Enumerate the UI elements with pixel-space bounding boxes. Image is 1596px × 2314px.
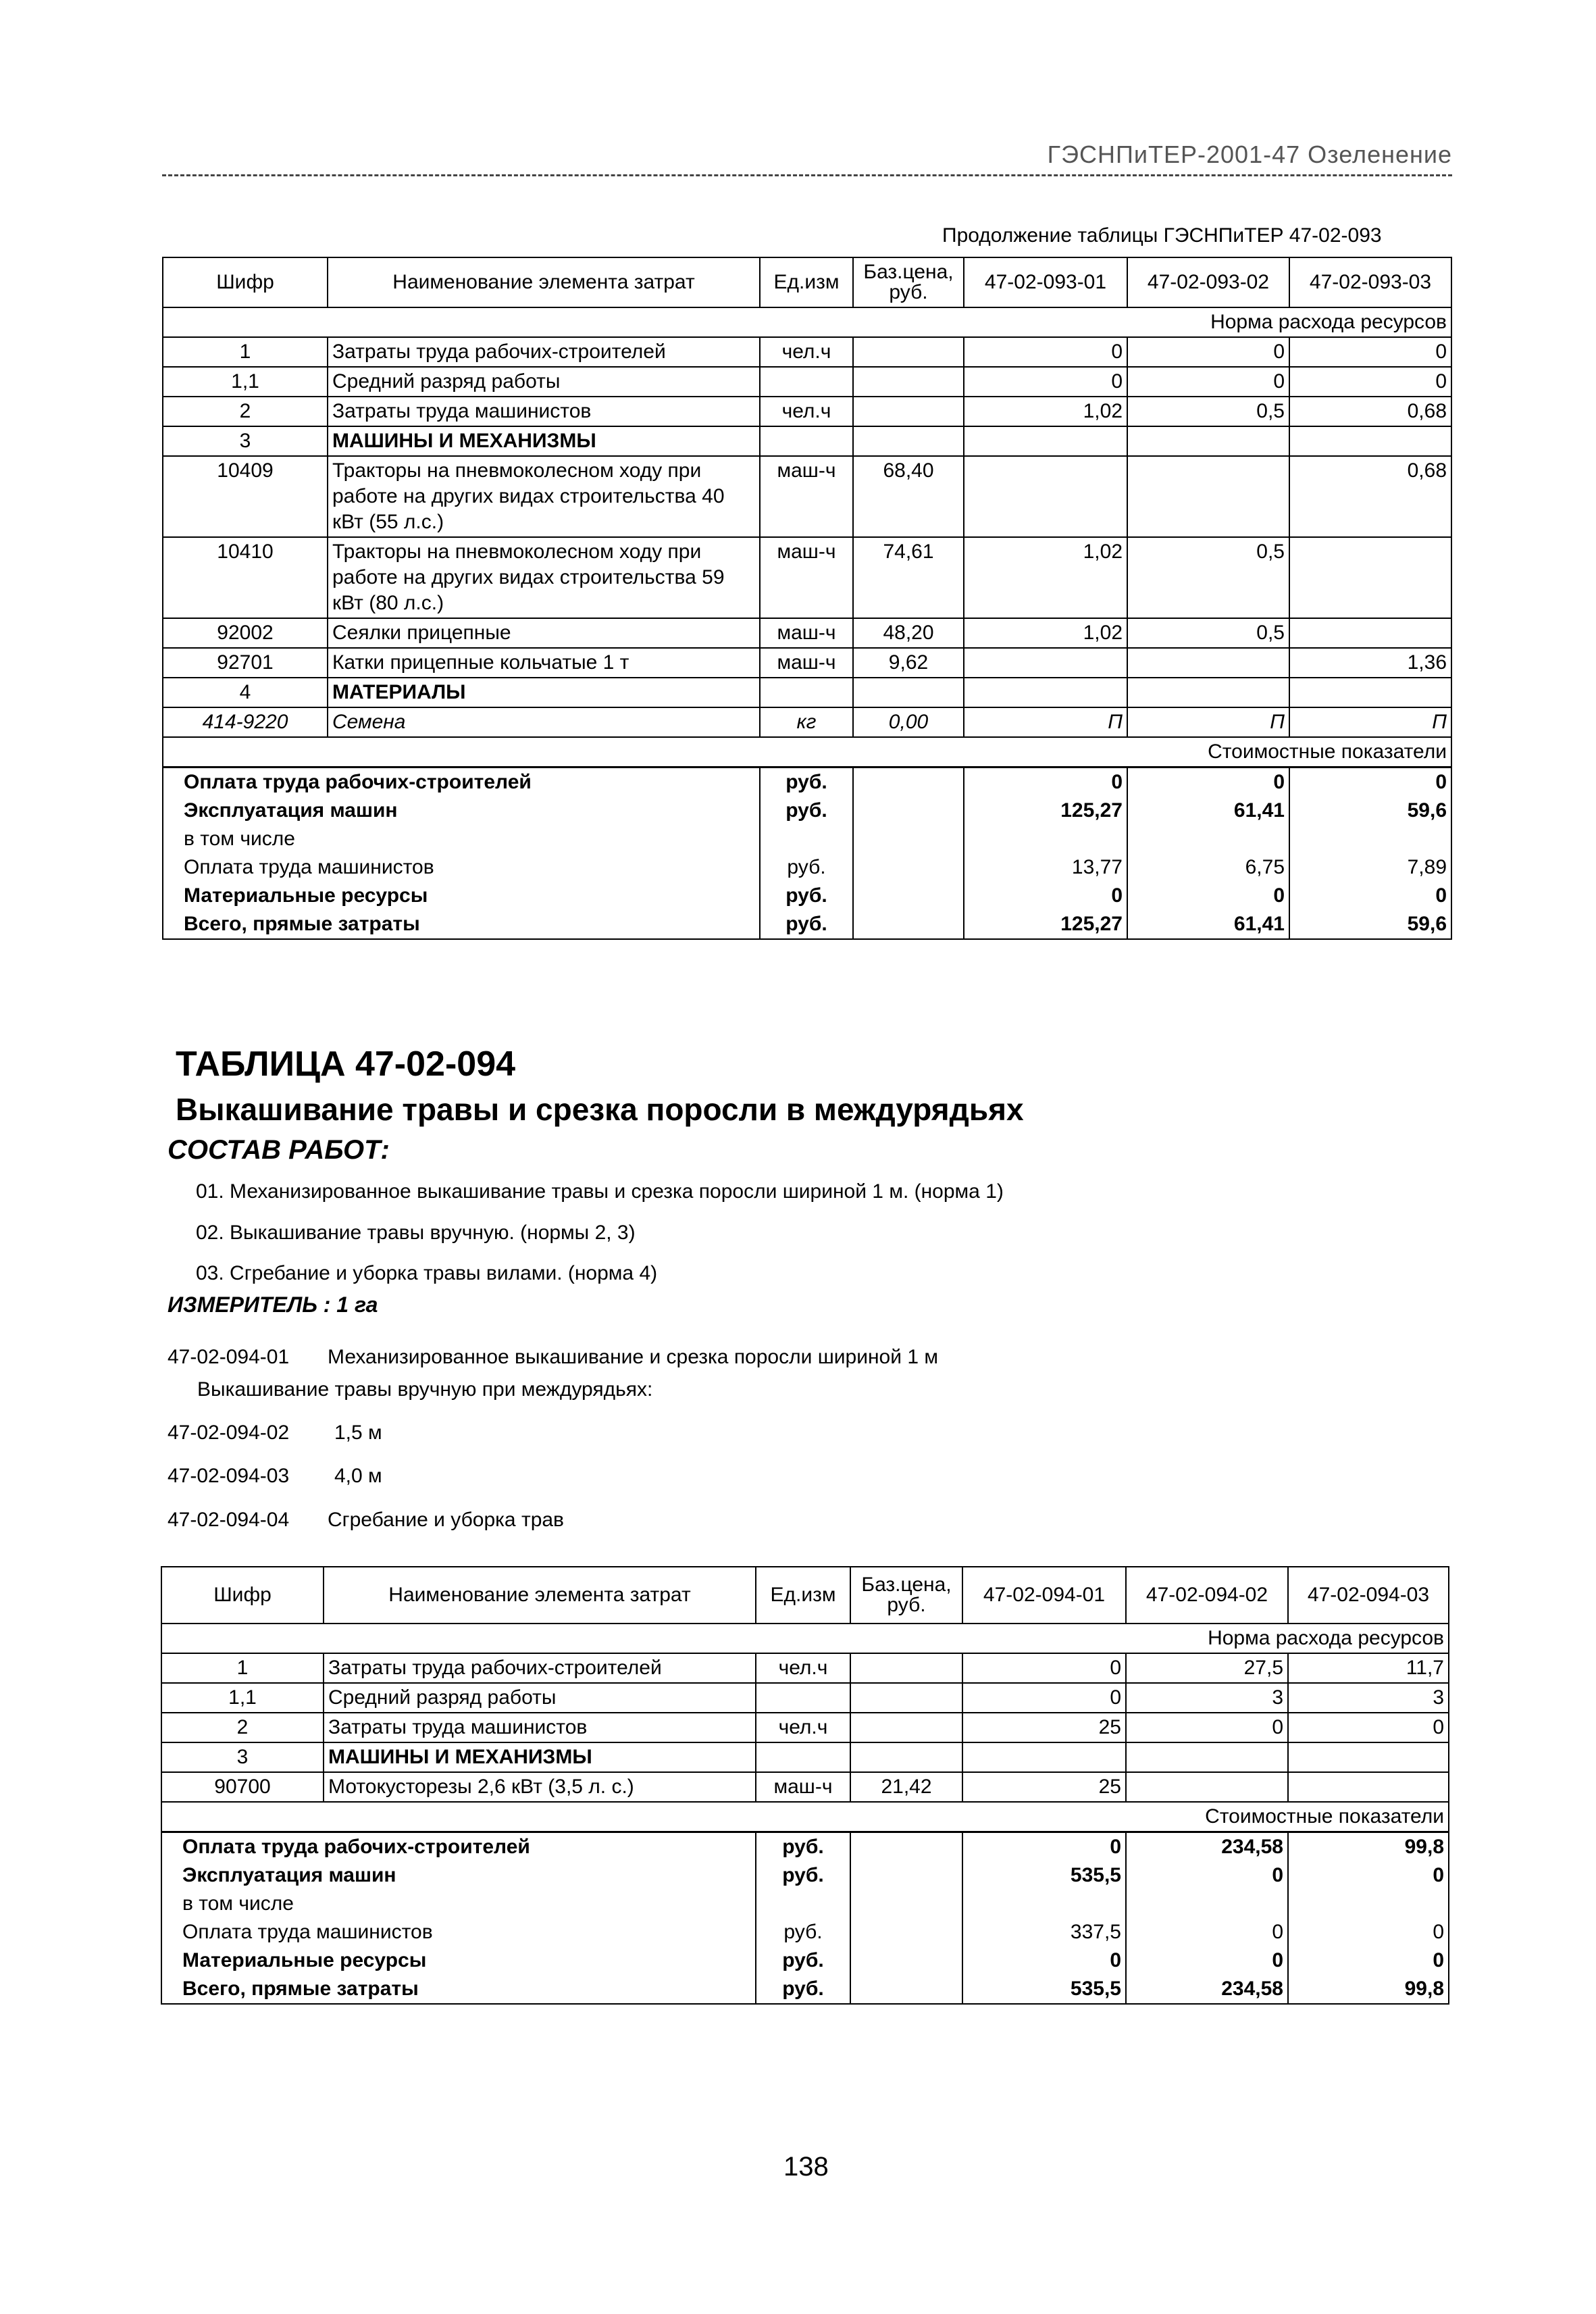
row-code: 10409 xyxy=(163,456,328,537)
cost-value-3: 0 xyxy=(1288,1946,1449,1975)
norm-section-label: Норма расхода ресурсов xyxy=(161,1624,1449,1653)
table-continuation-caption: Продолжение таблицы ГЭСНПиТЕР 47-02-093 xyxy=(942,224,1382,247)
row-name: Семена xyxy=(328,707,760,737)
cost-row xyxy=(161,1890,1449,1918)
cost-label: Всего, прямые затраты xyxy=(161,1975,756,2004)
row-value-2: 0,5 xyxy=(1127,618,1289,648)
row-price xyxy=(850,1742,962,1772)
row-value-2: 3 xyxy=(1126,1683,1288,1713)
row-value-2: П xyxy=(1127,707,1289,737)
norm-code: 47-02-094-01 xyxy=(168,1346,290,1368)
cost-row xyxy=(161,1832,1449,1862)
row-value-3: П xyxy=(1289,707,1451,737)
cost-unit: руб. xyxy=(760,853,853,882)
row-value-2 xyxy=(1127,648,1289,678)
row-value-2 xyxy=(1127,426,1289,456)
row-value-3: 3 xyxy=(1288,1683,1449,1713)
cost-value-3: 0 xyxy=(1289,768,1451,797)
row-value-1 xyxy=(964,456,1127,537)
row-price xyxy=(850,1653,962,1683)
row-value-3: 0 xyxy=(1289,337,1451,367)
row-unit: маш-ч xyxy=(760,648,853,678)
row-value-2: 0 xyxy=(1126,1713,1288,1742)
row-value-1: 25 xyxy=(962,1772,1126,1802)
header-title: ГЭСНПиТЕР-2001-47 Озеленение xyxy=(1047,141,1452,168)
cost-price xyxy=(853,910,964,939)
cost-value-3: 7,89 xyxy=(1289,853,1451,882)
cost-value-2 xyxy=(1127,825,1289,853)
row-value-1 xyxy=(964,648,1127,678)
table-row xyxy=(161,1772,1449,1802)
row-name: Катки прицепные кольчатые 1 т xyxy=(328,648,760,678)
row-unit xyxy=(756,1742,850,1772)
col-header-norm-2: 47-02-093-02 xyxy=(1127,257,1289,307)
col-header-name: Наименование элемента затрат xyxy=(324,1567,756,1624)
cost-price xyxy=(850,1861,962,1890)
cost-label: Оплата труда машинистов xyxy=(163,853,760,882)
cost-value-1 xyxy=(964,825,1127,853)
row-value-2: 0 xyxy=(1127,337,1289,367)
row-value-3 xyxy=(1288,1772,1449,1802)
table-row xyxy=(163,537,1451,618)
table-row xyxy=(163,456,1451,537)
cost-row xyxy=(161,1861,1449,1890)
row-price: 68,40 xyxy=(853,456,964,537)
norm-code: 47-02-094-04 xyxy=(168,1509,290,1531)
cost-label: Эксплуатация машин xyxy=(163,797,760,825)
row-value-3 xyxy=(1289,618,1451,648)
row-name: МАТЕРИАЛЫ xyxy=(328,678,760,707)
cost-label: Оплата труда рабочих-строителей xyxy=(163,768,760,797)
cost-label: в том числе xyxy=(161,1890,756,1918)
row-value-2: 27,5 xyxy=(1126,1653,1288,1683)
cost-unit: руб. xyxy=(756,1832,850,1862)
work-composition-label: СОСТАВ РАБОТ: xyxy=(168,1135,390,1165)
row-value-3 xyxy=(1288,1742,1449,1772)
row-code: 3 xyxy=(161,1742,324,1772)
row-name: Затраты труда машинистов xyxy=(328,397,760,426)
row-unit: чел.ч xyxy=(760,397,853,426)
cost-value-2: 234,58 xyxy=(1126,1832,1288,1862)
cost-value-2: 0 xyxy=(1127,768,1289,797)
norm-section-row xyxy=(163,307,1451,337)
row-value-2: 0 xyxy=(1127,367,1289,397)
row-unit: чел.ч xyxy=(756,1713,850,1742)
row-name: МАШИНЫ И МЕХАНИЗМЫ xyxy=(324,1742,756,1772)
row-unit: чел.ч xyxy=(760,337,853,367)
row-value-2: 0,5 xyxy=(1127,537,1289,618)
cost-price xyxy=(853,853,964,882)
cost-value-1: 13,77 xyxy=(964,853,1127,882)
page-number: 138 xyxy=(783,2152,829,2182)
cost-section-label: Стоимостные показатели xyxy=(163,737,1451,768)
cost-price xyxy=(850,1946,962,1975)
row-code: 1 xyxy=(163,337,328,367)
cost-unit: руб. xyxy=(760,768,853,797)
row-value-3 xyxy=(1289,426,1451,456)
cost-value-3: 0 xyxy=(1289,882,1451,910)
norm-code: 47-02-094-02 xyxy=(168,1422,290,1444)
cost-price xyxy=(853,797,964,825)
row-code: 4 xyxy=(163,678,328,707)
section-title: ТАБЛИЦА 47-02-094 xyxy=(176,1045,516,1084)
row-unit: маш-ч xyxy=(760,537,853,618)
row-price xyxy=(853,337,964,367)
row-name: Сеялки прицепные xyxy=(328,618,760,648)
cost-label: Материальные ресурсы xyxy=(163,882,760,910)
cost-price xyxy=(850,1832,962,1862)
page-header xyxy=(162,141,1452,170)
cost-value-1: 535,5 xyxy=(962,1861,1126,1890)
row-name: Средний разряд работы xyxy=(328,367,760,397)
cost-price xyxy=(850,1918,962,1946)
cost-value-3: 0 xyxy=(1288,1918,1449,1946)
cost-value-1: 125,27 xyxy=(964,910,1127,939)
row-value-1 xyxy=(962,1742,1126,1772)
row-name: Затраты труда рабочих-строителей xyxy=(324,1653,756,1683)
cost-section-row xyxy=(161,1802,1449,1832)
cost-value-2: 0 xyxy=(1126,1861,1288,1890)
norm-section-label: Норма расхода ресурсов xyxy=(163,307,1451,337)
row-value-2 xyxy=(1126,1772,1288,1802)
cost-unit: руб. xyxy=(760,797,853,825)
row-value-1: 0 xyxy=(964,337,1127,367)
table-row xyxy=(161,1713,1449,1742)
cost-label: в том числе xyxy=(163,825,760,853)
row-value-3: 0,68 xyxy=(1289,397,1451,426)
row-name: Затраты труда рабочих-строителей xyxy=(328,337,760,367)
cost-value-2 xyxy=(1126,1890,1288,1918)
cost-price xyxy=(853,768,964,797)
cost-price xyxy=(850,1890,962,1918)
row-value-1: 1,02 xyxy=(964,618,1127,648)
row-value-3: 11,7 xyxy=(1288,1653,1449,1683)
operation-item: 01. Механизированное выкашивание травы и срезка поросли шириной 1 м. (норма 1) xyxy=(196,1180,1004,1203)
col-header-norm-2: 47-02-094-02 xyxy=(1126,1567,1288,1624)
table-row xyxy=(163,618,1451,648)
table-row xyxy=(161,1683,1449,1713)
cost-value-1: 0 xyxy=(964,882,1127,910)
row-name: Тракторы на пневмоколесном ходу при работе на других видах строительства 40 кВт (55 л.с.) xyxy=(328,456,760,537)
row-price: 74,61 xyxy=(853,537,964,618)
row-unit xyxy=(760,426,853,456)
cost-row xyxy=(163,768,1451,797)
cost-value-2: 61,41 xyxy=(1127,910,1289,939)
row-code: 2 xyxy=(161,1713,324,1742)
row-value-2 xyxy=(1127,678,1289,707)
resource-table-093 xyxy=(162,257,1452,940)
cost-unit: руб. xyxy=(756,1975,850,2004)
row-value-1: 1,02 xyxy=(964,537,1127,618)
cost-label: Всего, прямые затраты xyxy=(163,910,760,939)
cost-value-3 xyxy=(1288,1890,1449,1918)
row-value-3: 1,36 xyxy=(1289,648,1451,678)
row-value-1: 25 xyxy=(962,1713,1126,1742)
norm-description: Механизированное выкашивание и срезка поросли шириной 1 м xyxy=(328,1346,938,1368)
row-value-1: П xyxy=(964,707,1127,737)
table-row xyxy=(163,678,1451,707)
norm-description: Выкашивание травы вручную при междурядьях: xyxy=(197,1378,653,1401)
resource-table-094 xyxy=(161,1566,1449,2005)
col-header-unit: Ед.изм xyxy=(760,257,853,307)
table-row xyxy=(163,707,1451,737)
row-code: 90700 xyxy=(161,1772,324,1802)
row-unit: маш-ч xyxy=(760,618,853,648)
col-header-norm-1: 47-02-093-01 xyxy=(964,257,1127,307)
cost-value-2: 0 xyxy=(1127,882,1289,910)
row-price xyxy=(853,397,964,426)
table-row xyxy=(163,367,1451,397)
cost-row xyxy=(163,910,1451,939)
row-price: 9,62 xyxy=(853,648,964,678)
norm-description: 4,0 м xyxy=(334,1465,382,1487)
col-header-code: Шифр xyxy=(163,257,328,307)
row-value-1: 0 xyxy=(962,1653,1126,1683)
table-row xyxy=(163,648,1451,678)
row-code: 1,1 xyxy=(161,1683,324,1713)
table-row xyxy=(161,1742,1449,1772)
cost-unit xyxy=(760,825,853,853)
cost-row xyxy=(163,797,1451,825)
row-price xyxy=(850,1683,962,1713)
row-value-1 xyxy=(964,426,1127,456)
row-name: Затраты труда машинистов xyxy=(324,1713,756,1742)
row-price: 48,20 xyxy=(853,618,964,648)
measurement-unit: ИЗМЕРИТЕЛЬ : 1 га xyxy=(168,1292,378,1317)
cost-label: Эксплуатация машин xyxy=(161,1861,756,1890)
row-value-2 xyxy=(1127,456,1289,537)
cost-value-2: 61,41 xyxy=(1127,797,1289,825)
col-header-name: Наименование элемента затрат xyxy=(328,257,760,307)
col-header-price: Баз.цена, руб. xyxy=(853,257,964,307)
cost-value-1: 0 xyxy=(962,1946,1126,1975)
norm-section-row xyxy=(161,1624,1449,1653)
row-name: Средний разряд работы xyxy=(324,1683,756,1713)
cost-value-3: 99,8 xyxy=(1288,1975,1449,2004)
row-value-2: 0,5 xyxy=(1127,397,1289,426)
table-row xyxy=(163,397,1451,426)
row-code: 92701 xyxy=(163,648,328,678)
row-name: МАШИНЫ И МЕХАНИЗМЫ xyxy=(328,426,760,456)
row-unit xyxy=(756,1683,850,1713)
row-price xyxy=(853,367,964,397)
cost-unit: руб. xyxy=(760,882,853,910)
row-price xyxy=(850,1713,962,1742)
cost-unit: руб. xyxy=(756,1861,850,1890)
cost-price xyxy=(850,1975,962,2004)
row-value-3: 0 xyxy=(1289,367,1451,397)
row-unit: маш-ч xyxy=(756,1772,850,1802)
cost-label: Материальные ресурсы xyxy=(161,1946,756,1975)
cost-row xyxy=(161,1975,1449,2004)
cost-price xyxy=(853,882,964,910)
col-header-price: Баз.цена, руб. xyxy=(850,1567,962,1624)
cost-row xyxy=(163,853,1451,882)
cost-value-1: 337,5 xyxy=(962,1918,1126,1946)
cost-value-2: 6,75 xyxy=(1127,853,1289,882)
cost-value-1: 0 xyxy=(962,1832,1126,1862)
row-price: 0,00 xyxy=(853,707,964,737)
table-row xyxy=(163,337,1451,367)
cost-label: Оплата труда машинистов xyxy=(161,1918,756,1946)
row-value-1 xyxy=(964,678,1127,707)
cost-unit: руб. xyxy=(760,910,853,939)
cost-value-2: 0 xyxy=(1126,1946,1288,1975)
table-header-row xyxy=(163,257,1451,307)
norm-description: Сгребание и уборка трав xyxy=(328,1509,564,1531)
cost-row xyxy=(163,882,1451,910)
cost-value-1: 535,5 xyxy=(962,1975,1126,2004)
cost-value-2: 0 xyxy=(1126,1918,1288,1946)
row-code: 1,1 xyxy=(163,367,328,397)
cost-unit xyxy=(756,1890,850,1918)
row-price xyxy=(853,678,964,707)
row-code: 2 xyxy=(163,397,328,426)
cost-value-1: 125,27 xyxy=(964,797,1127,825)
row-code: 92002 xyxy=(163,618,328,648)
row-value-1: 0 xyxy=(964,367,1127,397)
operation-item: 03. Сгребание и уборка травы вилами. (норма 4) xyxy=(196,1262,658,1284)
cost-unit: руб. xyxy=(756,1946,850,1975)
cost-label: Оплата труда рабочих-строителей xyxy=(161,1832,756,1862)
cost-value-1 xyxy=(962,1890,1126,1918)
col-header-norm-3: 47-02-094-03 xyxy=(1288,1567,1449,1624)
row-code: 10410 xyxy=(163,537,328,618)
row-code: 414-9220 xyxy=(163,707,328,737)
row-code: 3 xyxy=(163,426,328,456)
row-value-3: 0,68 xyxy=(1289,456,1451,537)
row-name: Мотокусторезы 2,6 кВт (3,5 л. с.) xyxy=(324,1772,756,1802)
col-header-unit: Ед.изм xyxy=(756,1567,850,1624)
cost-price xyxy=(853,825,964,853)
cost-value-3: 99,8 xyxy=(1288,1832,1449,1862)
cost-section-row xyxy=(163,737,1451,768)
row-price: 21,42 xyxy=(850,1772,962,1802)
col-header-norm-3: 47-02-093-03 xyxy=(1289,257,1451,307)
cost-row xyxy=(161,1946,1449,1975)
cost-row xyxy=(161,1918,1449,1946)
table-row xyxy=(161,1653,1449,1683)
row-unit: кг xyxy=(760,707,853,737)
cost-value-3: 59,6 xyxy=(1289,797,1451,825)
cost-unit: руб. xyxy=(756,1918,850,1946)
norm-code: 47-02-094-03 xyxy=(168,1465,290,1487)
row-value-1: 0 xyxy=(962,1683,1126,1713)
cost-value-3: 0 xyxy=(1288,1861,1449,1890)
row-code: 1 xyxy=(161,1653,324,1683)
cost-value-1: 0 xyxy=(964,768,1127,797)
row-unit xyxy=(760,678,853,707)
row-name: Тракторы на пневмоколесном ходу при работе на других видах строительства 59 кВт (80 л.с.) xyxy=(328,537,760,618)
row-value-2 xyxy=(1126,1742,1288,1772)
col-header-norm-1: 47-02-094-01 xyxy=(962,1567,1126,1624)
col-header-code: Шифр xyxy=(161,1567,324,1624)
cost-section-label: Стоимостные показатели xyxy=(161,1802,1449,1832)
row-unit: чел.ч xyxy=(756,1653,850,1683)
table-header-row xyxy=(161,1567,1449,1624)
row-unit: маш-ч xyxy=(760,456,853,537)
row-price xyxy=(853,426,964,456)
cost-value-2: 234,58 xyxy=(1126,1975,1288,2004)
cost-value-3: 59,6 xyxy=(1289,910,1451,939)
row-value-3 xyxy=(1289,537,1451,618)
cost-row xyxy=(163,825,1451,853)
header-divider xyxy=(162,174,1452,176)
row-value-1: 1,02 xyxy=(964,397,1127,426)
row-value-3 xyxy=(1289,678,1451,707)
table-row xyxy=(163,426,1451,456)
row-value-3: 0 xyxy=(1288,1713,1449,1742)
norm-description: 1,5 м xyxy=(334,1422,382,1444)
cost-value-3 xyxy=(1289,825,1451,853)
operation-item: 02. Выкашивание травы вручную. (нормы 2, 3) xyxy=(196,1222,636,1244)
section-subtitle: Выкашивание травы и срезка поросли в междурядьях xyxy=(176,1092,1024,1127)
row-unit xyxy=(760,367,853,397)
